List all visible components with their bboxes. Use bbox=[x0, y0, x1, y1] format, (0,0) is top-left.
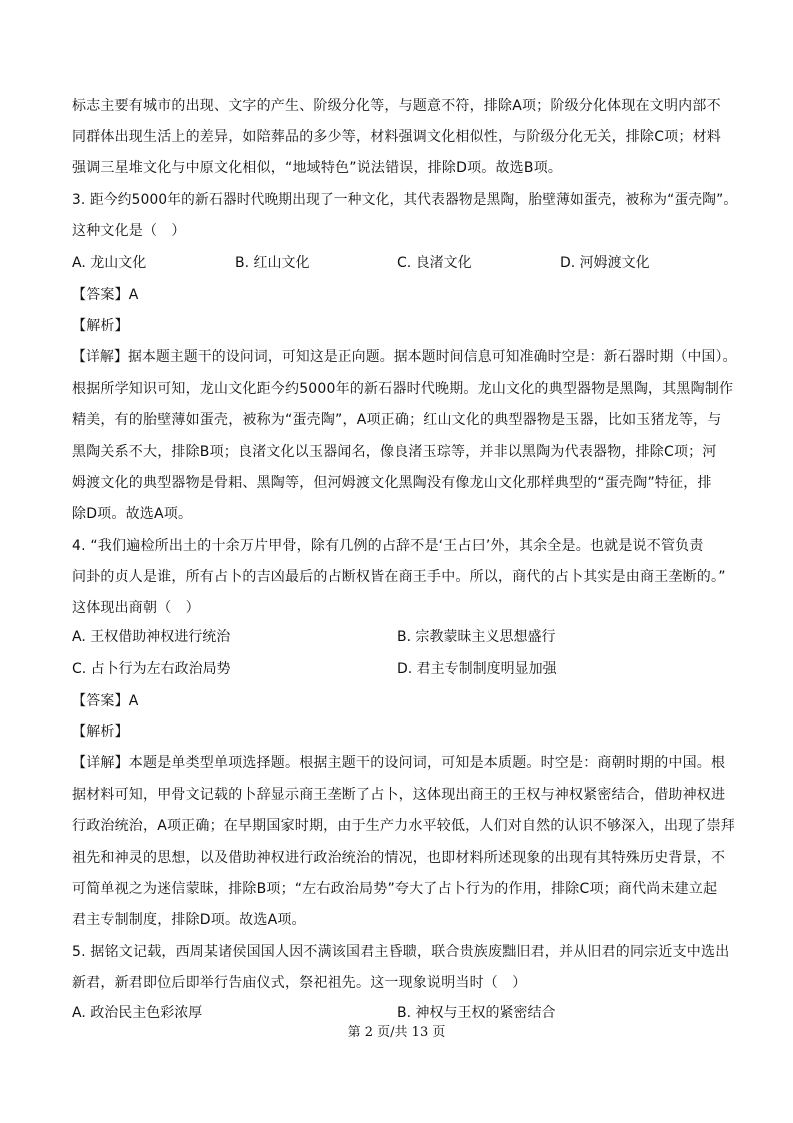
q4-option-b: B. 宗教蒙昧主义思想盛行 bbox=[397, 629, 556, 645]
carryover-line-1: 标志主要有城市的出现、文字的产生、阶级分化等，与题意不符，排除A项；阶级分化体现在文明内部不 bbox=[72, 98, 721, 114]
page-footer: 第 2 页/共 13 页 bbox=[347, 1025, 446, 1040]
q3-option-a: A. 龙山文化 bbox=[72, 255, 147, 271]
q4-stem-line-1: 4. “我们遍检所出土的十余万片甲骨，除有几例的占辞不是‘王占曰’外，其余全是。也就是说不管负责 bbox=[72, 538, 704, 554]
q3-option-c: C. 良渚文化 bbox=[397, 255, 472, 271]
q4-detail-line-3: 行政治统治，A项正确；在早期国家时期，由于生产力水平较低，人们对自然的认识不够深入，出现了崇拜 bbox=[72, 818, 735, 834]
q4-detail-line-1: 【详解】本题是单类型单项选择题。根据主题干的设问词，可知是本质题。时空是：商朝时期的中国。根 bbox=[72, 755, 726, 771]
q3-stem-line-2: 这种文化是（ ） bbox=[72, 223, 186, 239]
q3-detail-line-5: 姆渡文化的典型器物是骨耜、黑陶等，但河姆渡文化黑陶没有像龙山文化那样典型的“蛋壳陶”特征，排 bbox=[72, 475, 712, 491]
q4-detail-line-6: 君主专制制度，排除D项。故选A项。 bbox=[72, 912, 306, 928]
carryover-line-2: 同群体出现生活上的差异，如陪葬品的多少等，材料强调文化相似性，与阶级分化无关，排除C项；材料 bbox=[72, 129, 721, 145]
q4-option-a: A. 王权借助神权进行统治 bbox=[72, 629, 231, 645]
q5-stem-line-1: 5. 据铭文记载，西周某诸侯国国人因不满该国君主昏聩，联合贵族废黜旧君，并从旧君的同宗近支中选出 bbox=[72, 944, 730, 960]
q4-stem-line-3: 这体现出商朝（ ） bbox=[72, 600, 200, 616]
q3-detail-line-1: 【详解】据本题主题干的设问词，可知这是正向题。据本题时间信息可知准确时空是：新石器时期（中国）。 bbox=[72, 349, 737, 365]
q4-option-d: D. 君主专制制度明显加强 bbox=[397, 661, 557, 677]
q4-answer: 【答案】A bbox=[72, 693, 139, 709]
q5-stem-line-2: 新君，新君即位后即举行告庙仪式，祭祀祖先。这一现象说明当时（ ） bbox=[72, 975, 527, 991]
q3-detail-line-4: 黑陶关系不大，排除B项；良渚文化以玉器闻名，像良渚玉琮等，并非以黑陶为代表器物，排除C项；河 bbox=[72, 444, 717, 460]
q4-option-c: C. 占卜行为左右政治局势 bbox=[72, 661, 231, 677]
q3-stem-line-1: 3. 距今约5000年的新石器时代晚期出现了一种文化，其代表器物是黑陶，胎壁薄如蛋壳，被称为“蛋壳陶”。 bbox=[72, 192, 738, 208]
q4-detail-line-4: 祖先和神灵的思想，以及借助神权进行政治统治的情况，也即材料所述现象的出现有其特殊历史背景，不 bbox=[72, 850, 726, 866]
q3-detail-line-2: 根据所学知识可知，龙山文化距今约5000年的新石器时代晚期。龙山文化的典型器物是黑陶，其黑陶制作 bbox=[72, 381, 734, 397]
q3-option-b: B. 红山文化 bbox=[235, 255, 310, 271]
q4-detail-line-2: 据材料可知，甲骨文记载的卜辞显示商王垄断了占卜，这体现出商王的王权与神权紧密结合，借助神权进 bbox=[72, 787, 726, 803]
q4-analysis-label: 【解析】 bbox=[72, 724, 129, 740]
q4-detail-line-5: 可简单视之为迷信蒙昧，排除B项；“左右政治局势”夸大了占卜行为的作用，排除C项；商代尚未建立起 bbox=[72, 881, 718, 897]
q3-option-d: D. 河姆渡文化 bbox=[560, 255, 650, 271]
q3-analysis-label: 【解析】 bbox=[72, 318, 129, 334]
q5-option-a: A. 政治民主色彩浓厚 bbox=[72, 1005, 203, 1021]
q4-stem-line-2: 问卦的贞人是谁，所有占卜的吉凶最后的占断权皆在商王手中。所以，商代的占卜其实是由商王垄断的。” bbox=[72, 569, 726, 585]
q3-detail-line-3: 精美，有的胎壁薄如蛋壳，被称为“蛋壳陶”，A项正确；红山文化的典型器物是玉器，比如玉猪龙等，与 bbox=[72, 412, 722, 428]
q5-option-b: B. 神权与王权的紧密结合 bbox=[397, 1005, 556, 1021]
carryover-line-3: 强调三星堆文化与中原文化相似，“地域特色”说法错误，排除D项。故选B项。 bbox=[72, 160, 563, 176]
q3-detail-line-6: 除D项。故选A项。 bbox=[72, 506, 193, 522]
q3-answer: 【答案】A bbox=[72, 287, 139, 303]
